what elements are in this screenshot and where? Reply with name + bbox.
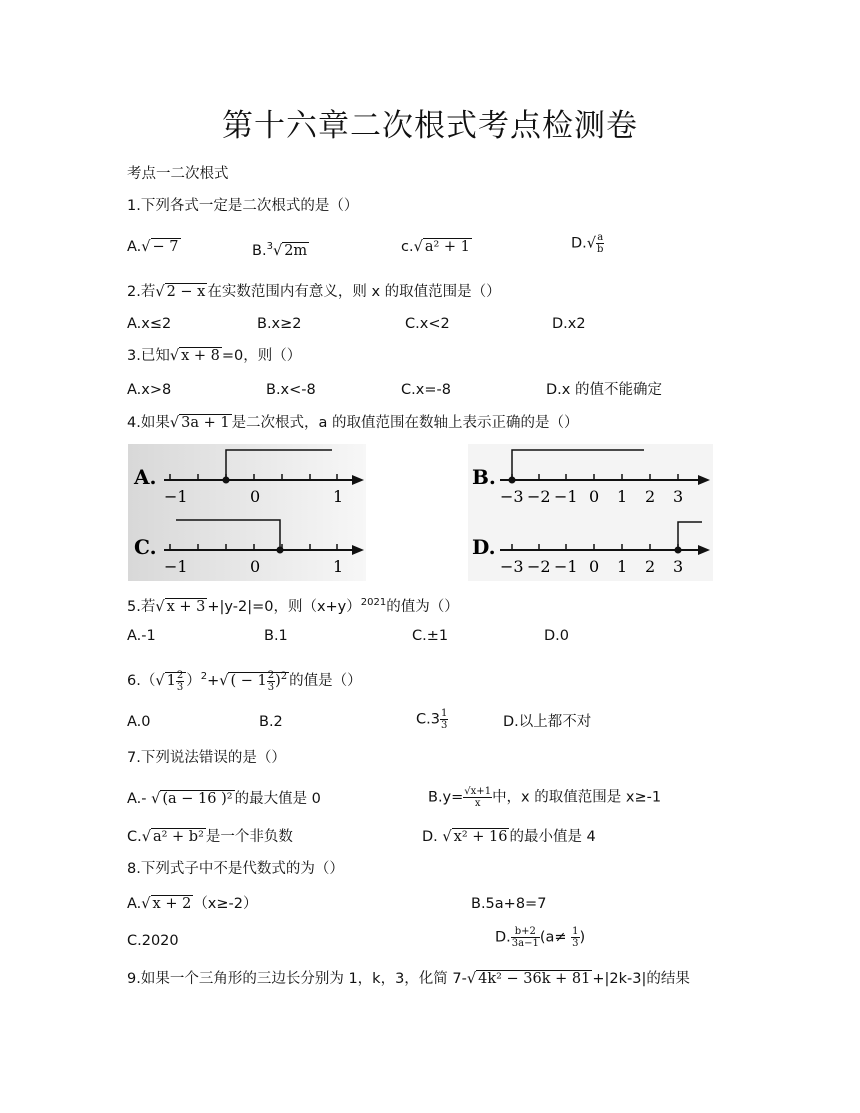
question-4-stem: 4.如果√ 3a + 1 是二次根式，a 的取值范围在数轴上表示正确的是（） — [127, 415, 579, 431]
q6-option-c: C.3 $\frac{1}{3}$ — [416, 708, 448, 731]
q7-option-b: B.y= $\frac{√x+1}{x}$ 中，x 的取值范围是 x≥-1 — [428, 786, 662, 809]
fig-c-label: C. — [134, 535, 157, 559]
fig-b-tick-label: −1 — [554, 487, 578, 506]
q1-option-d: D.√ $\frac{a}{b}$ — [571, 232, 604, 255]
fig-b-tick-label: −3 — [500, 487, 524, 506]
fig-d-tick-label: −1 — [554, 557, 578, 576]
fig-d-tick-label: −2 — [527, 557, 551, 576]
fig-d-tick-label: −3 — [500, 557, 524, 576]
fig-d-tick-label: 2 — [645, 557, 656, 576]
question-9-stem: 9.如果一个三角形的三边长分别为 1，k，3，化简 7-√ 4k² − 36k + 81 +|2k-3|的结果 — [127, 971, 690, 987]
fig-b-label: B. — [472, 465, 496, 489]
fig-a-tick-label: −1 — [164, 487, 188, 506]
fig-b-tick-label: 0 — [589, 487, 600, 506]
question-5-stem: 5.若√ x + 3 +|y-2|=0，则$(x+y)^{2021}$的值为（） — [127, 597, 459, 615]
section-heading: 考点一二次根式 — [127, 166, 229, 182]
question-1-stem: 1.下列各式一定是二次根式的是（） — [127, 198, 359, 214]
question-7-stem: 7.下列说法错误的是（） — [127, 750, 286, 766]
q8-option-a: A.√ x + 2 （x≥-2） — [127, 896, 258, 912]
q2-option-a: A.x≤2 — [127, 316, 172, 332]
fig-c-tick-label: −1 — [164, 557, 188, 576]
fig-d-tick-label: 3 — [673, 557, 684, 576]
fig-b-tick-label: 1 — [617, 487, 628, 506]
fig-d-label: D. — [472, 535, 496, 559]
q7-option-d: D. √ x² + 16 的最小值是 4 — [422, 829, 596, 845]
q3-option-a: A.x>8 — [127, 382, 172, 398]
q8-option-c: C.2020 — [127, 933, 179, 949]
fig-c-tick-label: 1 — [333, 557, 344, 576]
number-line-panel-ac — [128, 444, 366, 581]
q3-option-b: B.x<-8 — [266, 382, 316, 398]
question-2-stem: 2.若√ 2 − x 在实数范围内有意义，则 x 的取值范围是（） — [127, 284, 501, 300]
fig-b-tick-label: 3 — [673, 487, 684, 506]
q5-option-b: B.1 — [264, 628, 288, 644]
fig-a-tick-label: 0 — [250, 487, 261, 506]
q2-option-b: B.x≥2 — [257, 316, 302, 332]
q2-option-c: C.x<2 — [405, 316, 450, 332]
fig-a-label: A. — [134, 465, 157, 489]
q1-option-b: B.$^3$√ 2m — [252, 241, 308, 259]
fig-a-tick-label: 1 — [333, 487, 344, 506]
q1-b-root-index: 3 — [266, 241, 273, 252]
fig-b-tick-label: 2 — [645, 487, 656, 506]
fig-d-tick-label: 0 — [589, 557, 600, 576]
q1-a-radicand: − 7 — [152, 239, 179, 255]
q8-option-d: D. $\frac{b+2}{3a-1}$ (a≠ $\frac{1}{3}$ ) — [495, 926, 586, 949]
page-title: 第十六章二次根式考点检测卷 — [222, 108, 638, 144]
q5-option-d: D.0 — [544, 628, 569, 644]
question-8-stem: 8.下列式子中不是代数式的为（） — [127, 861, 344, 877]
question-6-stem: 6.（√ 1 $\frac{2}{3}$ ）$^2$+√ ( − 1 $\frac{2}{3}$ )$^2$ 的值是（） — [127, 669, 362, 693]
fig-c-tick-label: 0 — [250, 557, 261, 576]
fig-b-tick-label: −2 — [527, 487, 551, 506]
q5-option-c: C.±1 — [412, 628, 449, 644]
number-line-panel-bd — [468, 444, 713, 581]
q3-option-d: D.x 的值不能确定 — [546, 382, 662, 398]
q6-option-b: B.2 — [259, 714, 283, 730]
q5-option-a: A.-1 — [127, 628, 156, 644]
q1-option-c: c.√ a² + 1 — [401, 239, 470, 255]
q2-option-d: D.x2 — [552, 316, 586, 332]
q7-option-a: A.- √ (a − 16 )² 的最大值是 0 — [127, 791, 321, 807]
q6-option-d: D.以上都不对 — [503, 714, 592, 730]
q1-option-a: A.√ − 7 — [127, 239, 179, 255]
question-3-stem: 3.已知√ x + 8 =0，则（） — [127, 348, 302, 364]
fig-d-tick-label: 1 — [617, 557, 628, 576]
q8-option-b: B.5a+8=7 — [471, 896, 547, 912]
q7-option-c: C.√ a² + b² 是一个非负数 — [127, 829, 293, 845]
q6-option-a: A.0 — [127, 714, 151, 730]
q3-option-c: C.x=-8 — [401, 382, 451, 398]
